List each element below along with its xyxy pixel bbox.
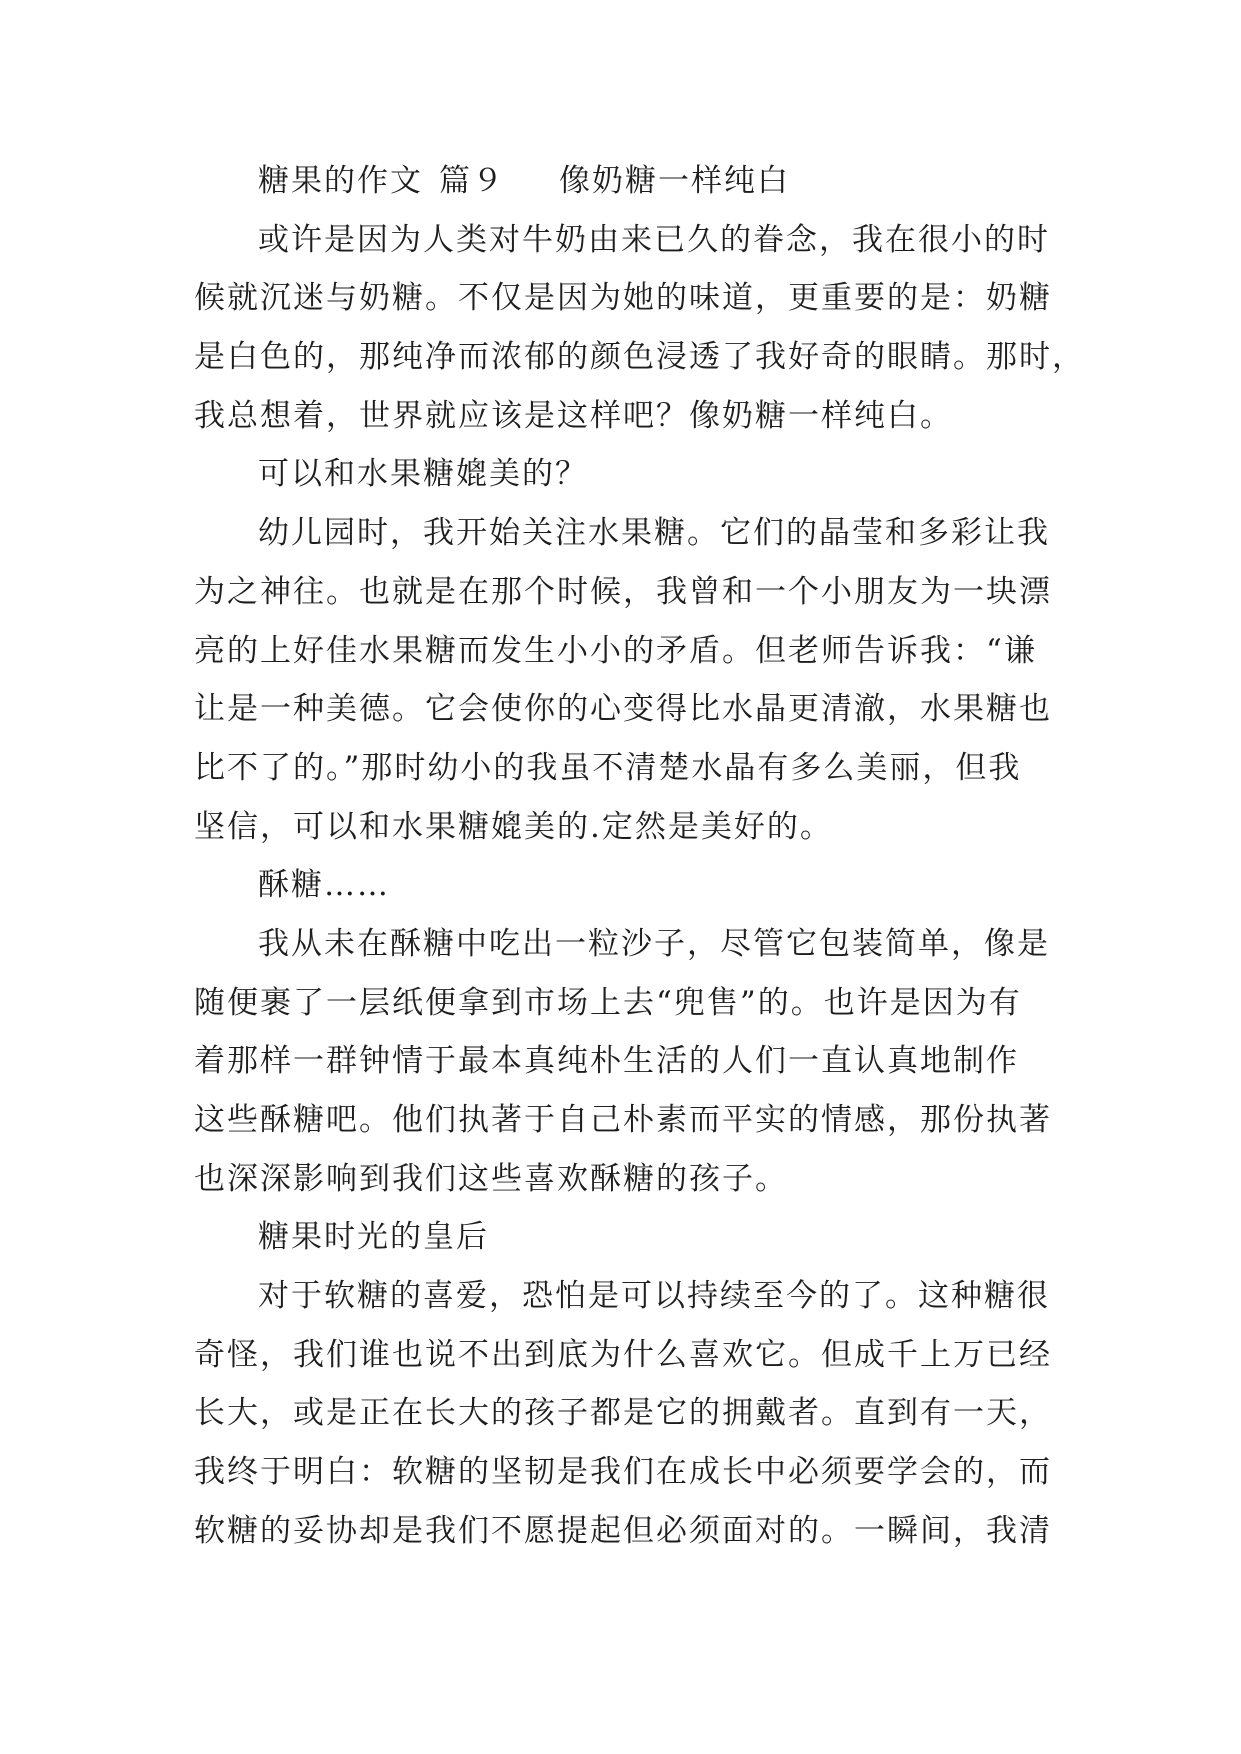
document-body xyxy=(194,152,1085,1561)
paragraph-line: 比不了的。”那时幼小的我虽不清楚水晶有多么美丽，但我 xyxy=(194,749,1022,786)
paragraph-line: 让是一种美德。它会使你的心变得比水晶更清澈，水果糖也 xyxy=(194,691,1052,728)
document-title-line xyxy=(194,152,1057,211)
document-title-heading: 像奶糖一样纯白 xyxy=(559,163,790,199)
section-heading-line: 糖果时光的皇后 xyxy=(258,1219,489,1256)
document-title-label: 糖果的作文 xyxy=(258,163,423,199)
paragraph-line: 随便裹了一层纸便拿到市场上去“兜售”的。也许是因为有 xyxy=(194,984,1022,1021)
paragraph-line: 坚信，可以和水果糖媲美的.定然是美好的。 xyxy=(194,808,833,845)
paragraph-line: 奇怪，我们谁也说不出到底为什么喜欢它。但成千上万已经 xyxy=(194,1336,1052,1373)
paragraph-line: 对于软糖的喜爱，恐怕是可以持续至今的了。这种糖很 xyxy=(258,1278,1050,1315)
paragraph-line: 也深深影响到我们这些喜欢酥糖的孩子。 xyxy=(194,1160,788,1197)
paragraph-line: 亮的上好佳水果糖而发生小小的矛盾。但老师告诉我：“谦 xyxy=(194,632,1037,669)
paragraph-line: 为之神往。也就是在那个时候，我曾和一个小朋友为一块漂 xyxy=(194,573,1052,610)
paragraph-line: 我总想着，世界就应该是这样吧？像奶糖一样纯白。 xyxy=(194,397,953,434)
paragraph-line: 是白色的，那纯净而浓郁的颜色浸透了我好奇的眼睛。那时， xyxy=(194,339,1085,376)
paragraph-line: 幼儿园时，我开始关注水果糖。它们的晶莹和多彩让我 xyxy=(258,515,1050,552)
paragraph-line: 长大，或是正在长大的孩子都是它的拥戴者。直到有一天， xyxy=(194,1395,1052,1432)
paragraph-line: 软糖的妥协却是我们不愿提起但必须面对的。一瞬间，我清 xyxy=(194,1512,1052,1549)
paragraph-line: 候就沉迷与奶糖。不仅是因为她的味道，更重要的是：奶糖 xyxy=(194,280,1052,317)
paragraph-line: 我从未在酥糖中吃出一粒沙子，尽管它包装简单，像是 xyxy=(258,925,1050,962)
section-heading-line: 可以和水果糖媲美的？ xyxy=(258,456,588,493)
paragraph-line: 我终于明白：软糖的坚韧是我们在成长中必须要学会的，而 xyxy=(194,1454,1052,1491)
document-section-number: 篇９ xyxy=(439,163,505,199)
section-heading-line: 酥糖…… xyxy=(258,867,390,904)
paragraph-line: 或许是因为人类对牛奶由来已久的眷念，我在很小的时 xyxy=(258,221,1050,258)
paragraph-line: 着那样一群钟情于最本真纯朴生活的人们一直认真地制作 xyxy=(194,1043,1019,1080)
paragraph-line: 这些酥糖吧。他们执著于自己朴素而平实的情感，那份执著 xyxy=(194,1102,1052,1138)
